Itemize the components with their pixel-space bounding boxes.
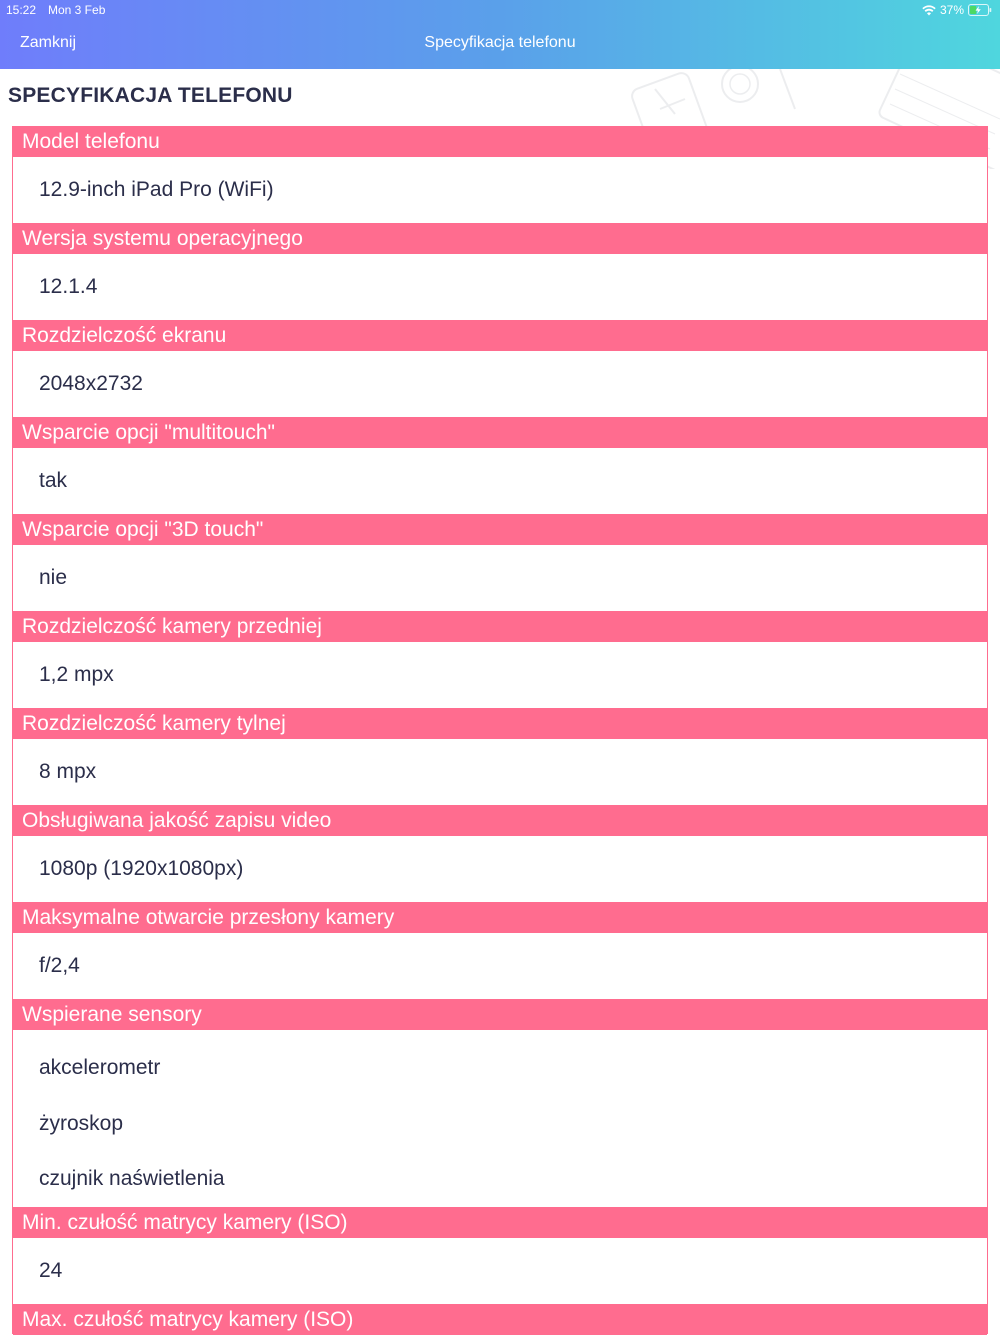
section-header <box>13 999 987 1030</box>
section-header-label: Max. czułość matrycy kamery (ISO) <box>22 1307 354 1331</box>
sensor-item: czujnik naświetlenia <box>39 1167 225 1190</box>
status-time: 15:22 <box>6 3 37 17</box>
top-bar <box>0 0 1000 69</box>
section-header-label: Wersja systemu operacyjnego <box>22 227 303 250</box>
section-header-label: Rozdzielczość kamery tylnej <box>22 712 286 735</box>
section-header-label: Obsługiwana jakość zapisu video <box>22 809 332 832</box>
section-value: 1080p (1920x1080px) <box>39 857 244 880</box>
sensor-list-top-spacing <box>13 1030 987 1040</box>
spec-section-model <box>13 126 987 223</box>
section-value: 8 mpx <box>39 760 97 783</box>
section-header-label: Rozdzielczość kamery przedniej <box>22 615 322 638</box>
section-header-label: Maksymalne otwarcie przesłony kamery <box>22 906 395 929</box>
spec-section-3d-touch <box>13 514 987 611</box>
section-header <box>13 514 987 545</box>
wifi-icon <box>922 4 936 16</box>
section-value: 1,2 mpx <box>39 663 114 686</box>
section-header-label: Wspierane sensory <box>22 1003 202 1026</box>
section-value: 24 <box>39 1258 63 1282</box>
section-header-label: Rozdzielczość ekranu <box>22 324 227 347</box>
close-button[interactable]: Zamknij <box>20 34 77 51</box>
section-header <box>13 611 987 642</box>
section-value: 12.1.4 <box>39 275 98 298</box>
section-value: 2048x2732 <box>39 372 143 395</box>
battery-charging-icon <box>968 4 992 16</box>
spec-section-min-iso <box>13 1207 987 1304</box>
spec-section-sensors <box>13 999 987 1207</box>
nav-title: Specyfikacja telefonu <box>424 34 576 51</box>
spec-section-front-camera <box>13 611 987 708</box>
section-header <box>13 417 987 448</box>
section-value: nie <box>39 566 68 589</box>
section-value: f/2,4 <box>39 954 80 977</box>
spec-section-os-version <box>13 223 987 320</box>
section-header <box>13 1304 987 1335</box>
status-date: Mon 3 Feb <box>48 3 106 17</box>
sensor-item: akcelerometr <box>39 1056 161 1079</box>
spec-section-rear-camera <box>13 708 987 805</box>
section-header-label: Model telefonu <box>22 130 160 153</box>
section-header <box>13 902 987 933</box>
status-right <box>922 3 992 17</box>
section-header <box>13 708 987 739</box>
section-header <box>13 223 987 254</box>
spec-section-max-iso <box>13 1304 987 1335</box>
section-value: 12.9-inch iPad Pro (WiFi) <box>39 178 274 201</box>
spec-section-aperture <box>13 902 987 999</box>
section-header <box>13 805 987 836</box>
section-header-label: Wsparcie opcji "multitouch" <box>22 421 275 444</box>
section-header <box>13 126 987 157</box>
spec-section-screen-resolution <box>13 320 987 417</box>
spec-section-video-quality <box>13 805 987 902</box>
battery-percent: 37% <box>939 3 964 17</box>
section-header <box>13 320 987 351</box>
section-header-label: Min. czułość matrycy kamery (ISO) <box>22 1210 348 1234</box>
page-heading: SPECYFIKACJA TELEFONU <box>8 84 293 107</box>
section-value: tak <box>39 469 68 492</box>
section-header-label: Wsparcie opcji "3D touch" <box>22 518 264 541</box>
spec-section-multitouch <box>13 417 987 514</box>
sensor-item: żyroskop <box>39 1111 124 1135</box>
section-header <box>13 1207 987 1238</box>
spec-list <box>12 126 988 1334</box>
